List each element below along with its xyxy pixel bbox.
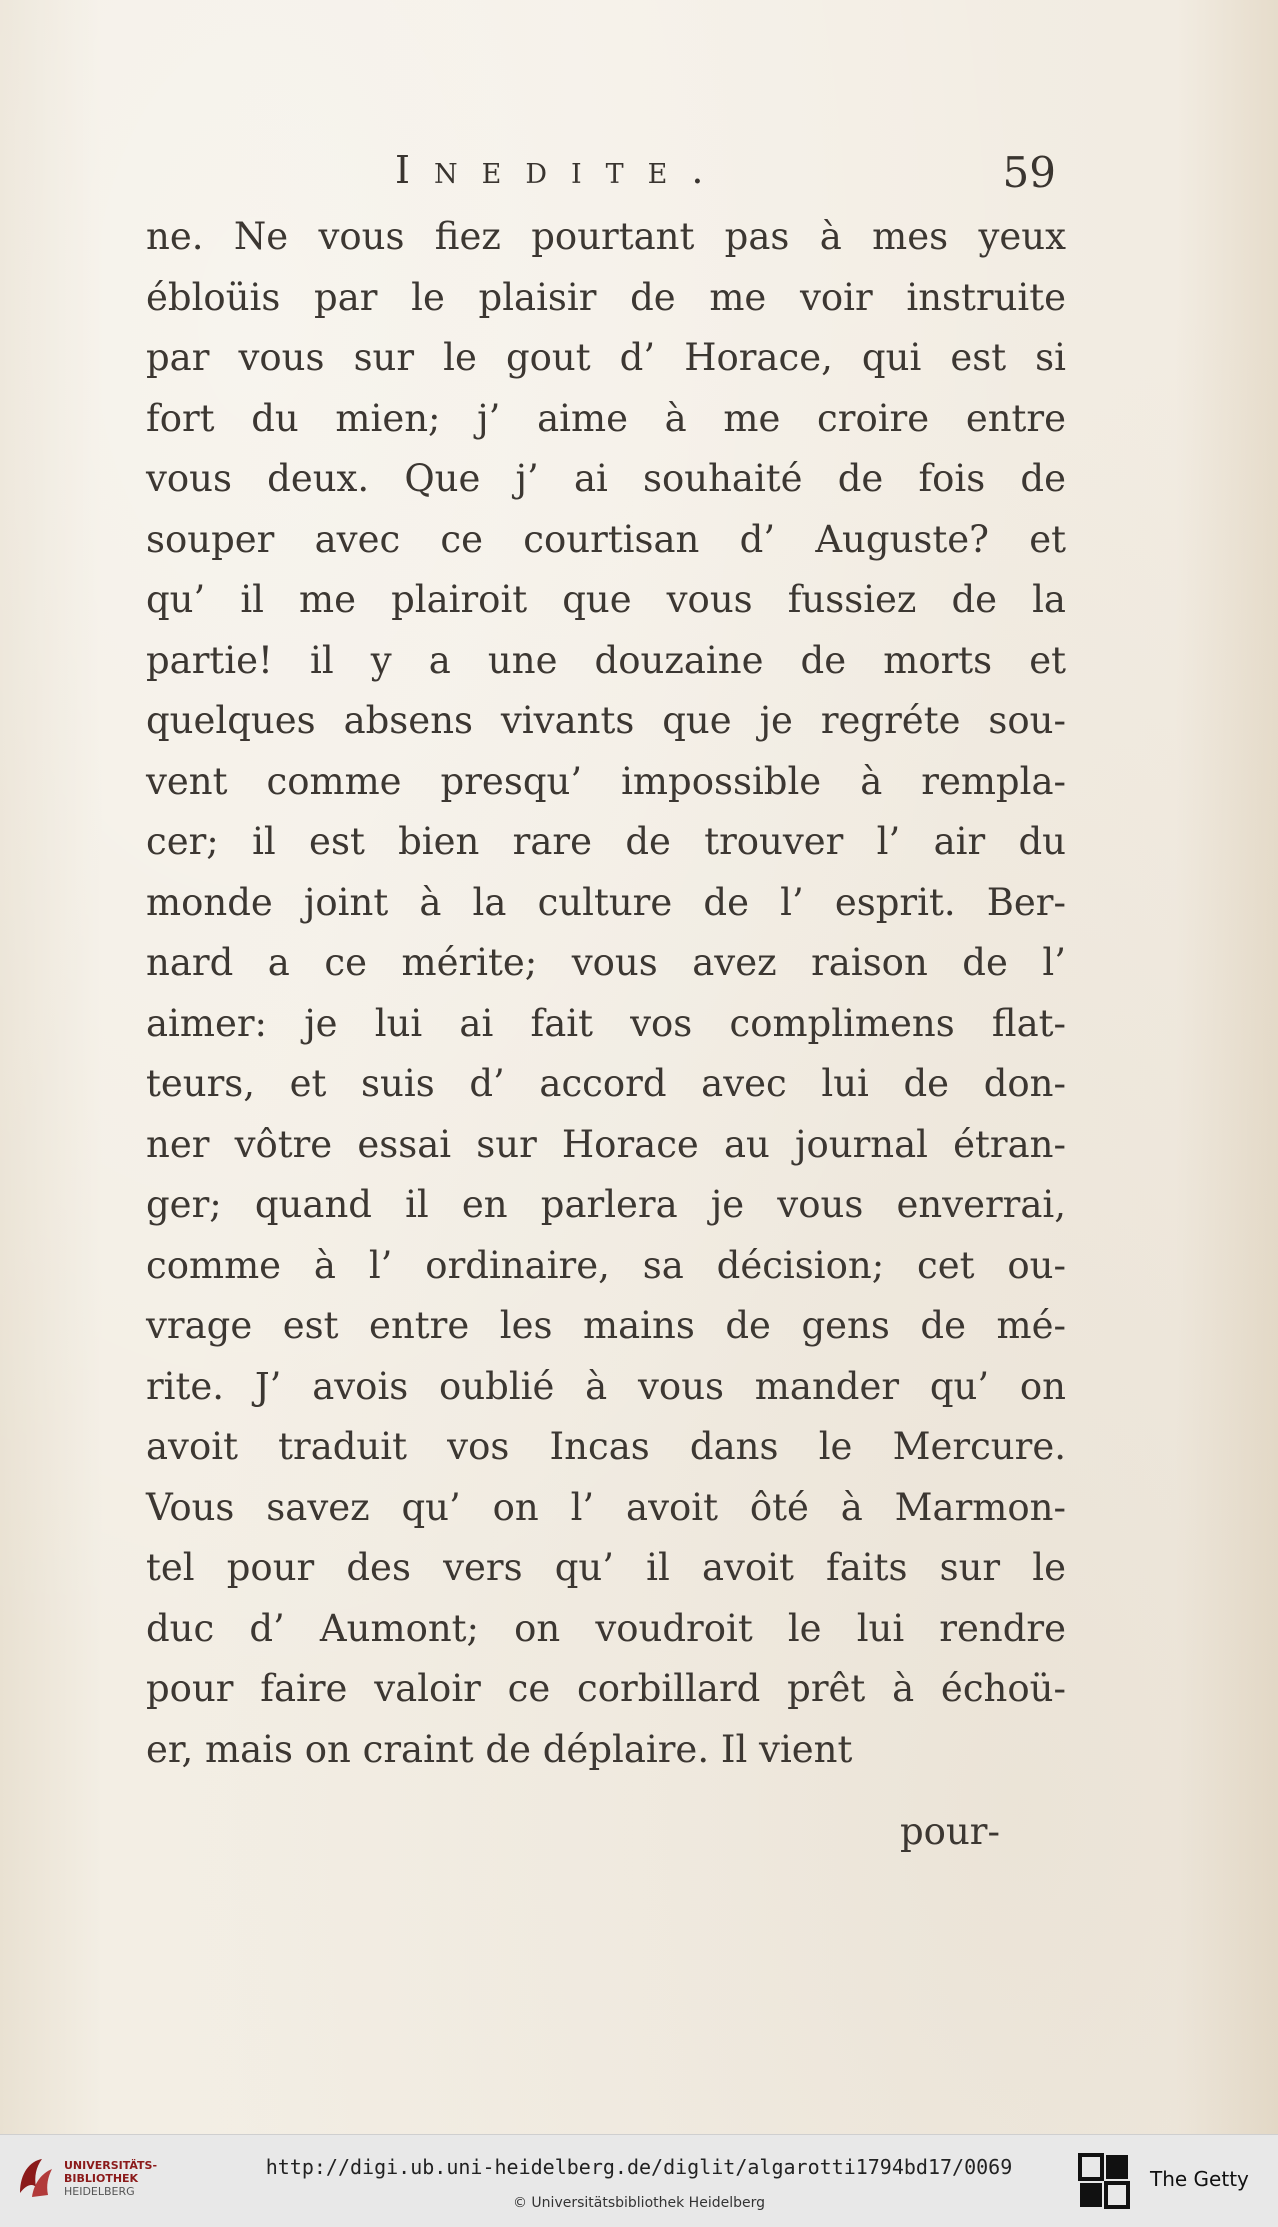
- text-line: ner vôtre essai sur Horace au journal étran-: [146, 1122, 1066, 1166]
- text-line: souper avec ce courtisan d’ Auguste? et: [146, 517, 1066, 561]
- text-line: monde joint à la culture de l’ esprit. Ber-: [146, 880, 1066, 924]
- text-line: qu’ il me plairoit que vous fussiez de la: [146, 578, 1066, 621]
- permalink-url[interactable]: http://digi.ub.uni-heidelberg.de/diglit/algarotti1794bd17/0069: [265, 2155, 1013, 2179]
- getty-logo-icon: [1078, 2153, 1130, 2209]
- text-line: rite. J’ avois oublié à vous mander qu’ on: [146, 1364, 1066, 1408]
- text-line: quelques absens vivants que je regréte sou-: [146, 699, 1066, 742]
- partner-name: The Getty: [1150, 2167, 1249, 2191]
- text-line: ébloüis par le plaisir de me voir instruite: [146, 275, 1066, 319]
- text-line: tel pour des vers qu’ il avoit faits sur le: [146, 1546, 1066, 1589]
- text-line: par vous sur le gout d’ Horace, qui est si: [146, 336, 1066, 379]
- text-line: Vous savez qu’ on l’ avoit ôté à Marmon-: [146, 1485, 1066, 1529]
- text-line: teurs, et suis d’ accord avec lui de don-: [146, 1062, 1066, 1105]
- page-number: 59: [1002, 148, 1056, 197]
- text-line: comme à l’ ordinaire, sa décision; cet ou-: [146, 1243, 1066, 1287]
- text-line: aimer: je lui ai fait vos complimens flat-: [146, 1001, 1066, 1045]
- text-line: vent comme presqu’ impossible à rempla-: [146, 759, 1066, 803]
- copyright-notice: © Universitätsbibliothek Heidelberg: [512, 2195, 765, 2211]
- text-line: pour faire valoir ce corbillard prêt à échoü-: [146, 1667, 1066, 1710]
- page-body-text: [146, 207, 1066, 1780]
- text-line: vrage est entre les mains de gens de mé-: [146, 1304, 1066, 1347]
- catchword: pour-: [900, 1810, 1000, 1853]
- text-line: duc d’ Aumont; on voudroit le lui rendre: [146, 1606, 1066, 1650]
- running-head-title: Inedite.: [395, 148, 728, 192]
- library-name: UNIVERSITÄTS- BIBLIOTHEK HEIDELBERG: [64, 2159, 158, 2198]
- viewer-footer: [0, 2134, 1278, 2227]
- text-line: ger; quand il en parlera je vous enverrai,: [146, 1183, 1066, 1226]
- text-line: ne. Ne vous fiez pourtant pas à mes yeux: [146, 215, 1066, 258]
- text-line: cer; il est bien rare de trouver l’ air du: [146, 820, 1066, 863]
- text-line: nard a ce mérite; vous avez raison de l’: [146, 941, 1066, 984]
- text-line: fort du mien; j’ aime à me croire entre: [146, 396, 1066, 440]
- text-line: avoit traduit vos Incas dans le Mercure.: [146, 1425, 1066, 1468]
- text-line: partie! il y a une douzaine de morts et: [146, 638, 1066, 682]
- text-line: vous deux. Que j’ ai souhaité de fois de: [146, 457, 1066, 500]
- text-line: er, mais on craint de déplaire. Il vient: [146, 1727, 853, 1771]
- running-head: [0, 148, 1278, 198]
